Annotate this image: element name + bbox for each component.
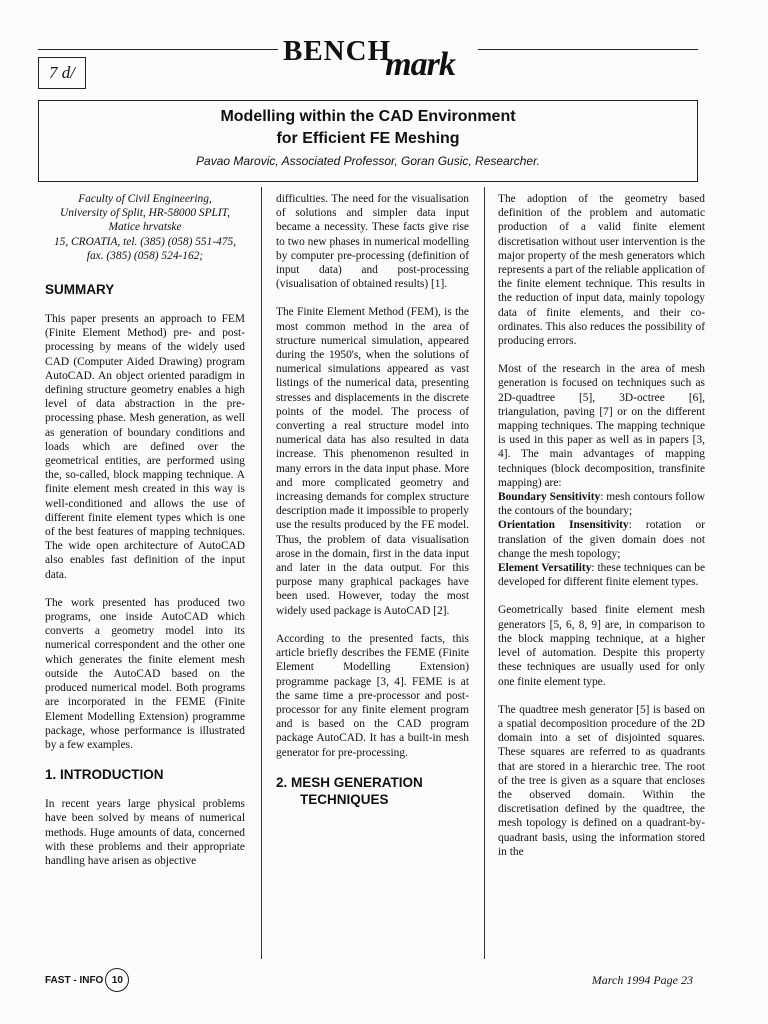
column-3-paragraph-4: The quadtree mesh generator [5] is based on a spatial decomposition procedure of the 2D domain into a set of disjointed squares. These squares are referred to as quadrants that are stored in a hierarchic tree. The root of the tree is given as a square that encloses the observed domain. Within the discretisation defined by the quadtree, the mesh topology is defined on a quadrant-by-quadrant basis, using the information stored in the [498, 703, 705, 858]
paper-title-line-1: Modelling within the CAD Environment [220, 108, 516, 125]
column-3-paragraph-2: Most of the research in the area of mesh generation is focused on techniques such as 2D-quadtree [5], 3D-octree [6], triangulation, paving [7] or on the different mapping techniques. The mapping technique is used in this paper as well as in papers [3, 4]. The main advantages of mapping techniques (block decomposition, transfinite mapping) are: [498, 363, 705, 489]
advantage-text: : rotation or translation of the given domain does not change the mesh topology; [498, 519, 706, 560]
summary-heading: SUMMARY [45, 282, 115, 298]
introduction-heading: 1. INTRODUCTION [45, 767, 164, 783]
column-3-paragraph-1: The adoption of the geometry based definition of the problem and automatic production of a valid finite element discretisation without user intervention is the major property of the mesh generators which represents a part of the reliable application of the finite element technique. This results in the reduction of input data, mainly topology data of finite elements, and their co-ordinates. This also reduces the possibility of producing errors. [498, 193, 705, 348]
advantage-orientation-insensitivity [498, 518, 705, 561]
advantage-boundary-sensitivity [498, 490, 705, 518]
column-1 [45, 192, 245, 882]
column-divider-1 [261, 187, 262, 959]
affiliation-line: 15, CROATIA, tel. (385) (058) 551-475, fax. (385) (058) 524-162; [53, 235, 237, 262]
paper-authors: Pavao Marovic, Associated Professor, Goran Gusic, Researcher. [196, 154, 540, 168]
column-2 [276, 192, 469, 822]
issue-number-badge: 10 [105, 968, 129, 992]
advantage-label: Orientation Insensitivity [498, 519, 629, 532]
column-3-paragraph-3: Geometrically based finite element mesh generators [5, 6, 8, 9] are, in comparison to the block mapping technique, at a higher level of automation. Despite this property these techniques are usually used for only one finite element type. [498, 604, 705, 688]
summary-paragraph-1: This paper presents an approach to FEM (Finite Element Method) pre- and post- processing by means of the widely used CAD (Computer Aided Drawing) program AutoCAD. An object oriented paradigm in defining structure geometry enables a high level of data abstraction in the pre-processing phase. Mesh generation, as well as generation of boundary conditions and loads which are defined over the geometrical entities, are performed using the, so-called, block mapping technique. A finite element mesh created in this way is well-conditioned and allows the use of different finite element types which is one of the best features of mapping techniques. The wide open architecture of AutoCAD also enables fast definition of the input data. [45, 313, 245, 581]
paper-title-line-2: for Efficient FE Meshing [276, 130, 460, 147]
introduction-paragraph-1: In recent years large physical problems have been solved by means of numerical methods. Huge amounts of data, concerned with these problems and their appropriate handling have arisen as objective [45, 798, 245, 867]
affiliation-line: Matice hrvatske [108, 221, 182, 234]
column-2-paragraph-3: According to the presented facts, this article briefly describes the FEME (Finite Element Modelling Extension) programme package [3, 4]. FEME is at the same time a pre-processor and post-processor for any finite element program and is based on the CAD program package AutoCAD. It has a built-in mesh generator for pre-processing. [276, 632, 469, 759]
column-divider-2 [484, 187, 485, 959]
footer-date-page: March 1994 Page 23 [591, 973, 693, 987]
title-box [38, 100, 698, 182]
footer-label: FAST - INFO [45, 974, 104, 986]
affiliation-line: University of Split, HR-58000 SPLIT, [59, 207, 230, 220]
advantage-label: Element Versatility [498, 562, 592, 575]
benchmark-logo [283, 34, 455, 84]
advantage-text: : mesh contours follow the contours of the boundary; [498, 491, 705, 518]
column-2-paragraph-2: The Finite Element Method (FEM), is the most common method in the area of structure numerical simulation, appeared during the 1950's, when the solutions of numerical simulations appeared as vast listings of the numerical data, presenting stresses and displacements in the discrete points of the model. The process of converting a real structure model into numerical data has also resulted in data increase. This phenomenon resulted in many errors in the data input phase. More and more complicated geometry and increasing demands for complex structure description made it impossible to properly use the results produced by the FE model. Thus, the problem of data visualisation arose in the domain, first in the data input and later in the data output. For this purpose many graphical packages have been used. However, today the most widely used package is AutoCAD [2]. [276, 306, 469, 617]
mesh-generation-heading-line-2: TECHNIQUES [300, 791, 389, 807]
handwritten-stamp: 7 d/ [38, 57, 86, 89]
column-3 [498, 192, 705, 873]
masthead-rule-left [38, 49, 278, 50]
masthead-rule-right [478, 49, 698, 50]
summary-paragraph-2: The work presented has produced two programs, one inside AutoCAD which converts a geometry model into its numerical correspondent and the other one which generates the finite element mesh outside the AutoCAD based on the produced numerical model. Both programs are incorporated in the FEME (Finite Element Modelling Extension) programme package, whose performance is illustrated by a few examples. [45, 596, 245, 751]
advantage-element-versatility [498, 561, 705, 589]
affiliation [45, 192, 245, 263]
brand-main-text: BENCH [283, 35, 392, 67]
column-2-paragraph-1: difficulties. The need for the visualisation of solutions and simpler data input became a necessity. These facts give rise to two new phases in numerical modelling by computer pre-processing (definition of input data) and post-processing (visualisation of obtained results) [1]. [276, 193, 469, 291]
advantage-text: : these techniques can be developed for different finite element types. [498, 562, 705, 589]
advantage-label: Boundary Sensitivity [498, 491, 601, 504]
mesh-generation-heading [276, 774, 469, 808]
footer-fast-info [45, 968, 129, 992]
mesh-generation-heading-line-1: 2. MESH GENERATION [276, 774, 423, 790]
affiliation-line: Faculty of Civil Engineering, [78, 193, 212, 205]
brand-script-text: mark [385, 46, 455, 83]
